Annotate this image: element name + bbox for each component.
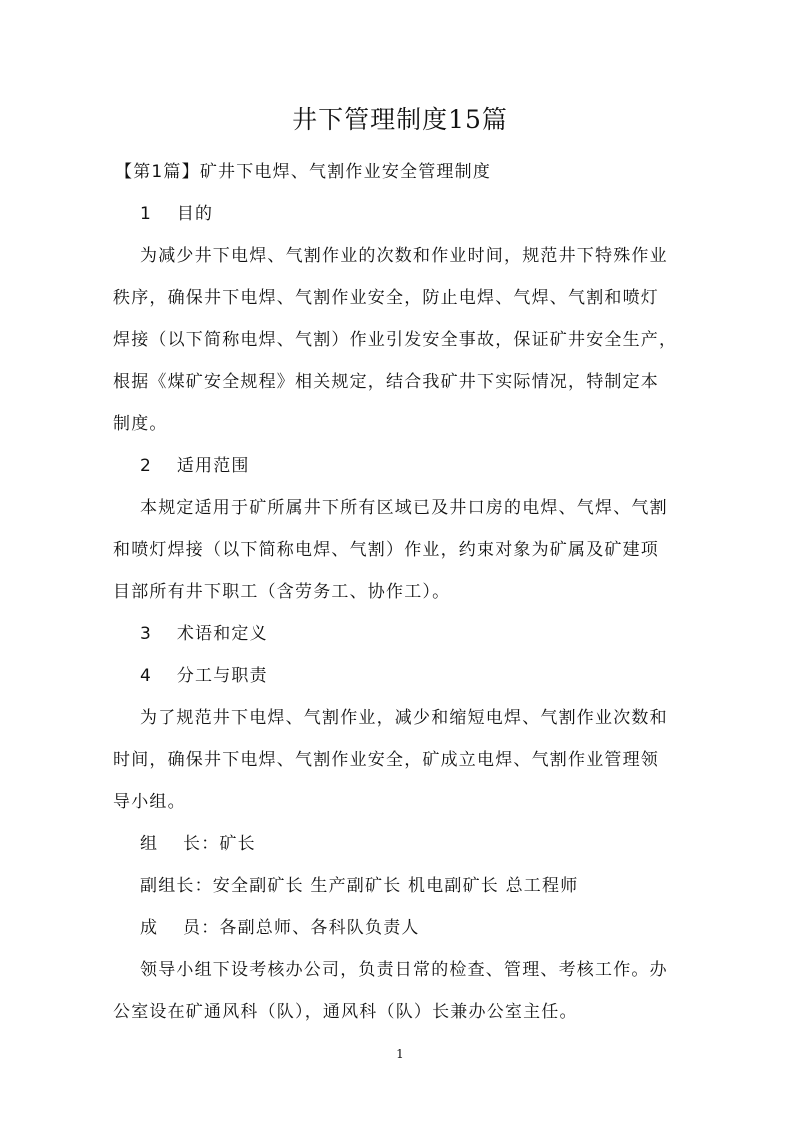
paragraph-line: 领导小组下设考核办公司，负责日常的检查、管理、考核工作。办 [140, 960, 668, 980]
paragraph-line: 目部所有井下职工（含劳务工、协作工）。 [113, 582, 451, 602]
paragraph-line: 本规定适用于矿所属井下所有区域已及井口房的电焊、气焊、气割 [140, 498, 668, 518]
role-line: 副组长：安全副矿长 生产副矿长 机电副矿长 总工程师 [140, 876, 579, 896]
subsection-heading: 3 术语和定义 [140, 624, 268, 644]
subsection-heading: 4 分工与职责 [140, 666, 268, 686]
role-line: 成 员：各副总师、各科队负责人 [140, 918, 420, 938]
paragraph-line: 焊接（以下简称电焊、气割）作业引发安全事故，保证矿井安全生产， [113, 330, 678, 350]
role-line: 组 长：矿长 [140, 834, 256, 854]
paragraph-line: 为了规范井下电焊、气割作业，减少和缩短电焊、气割作业次数和 [140, 708, 668, 728]
paragraph-line: 时间，确保井下电焊、气割作业安全，矿成立电焊、气割作业管理领 [113, 750, 659, 770]
page-number: 1 [396, 1047, 404, 1061]
paragraph-line: 公室设在矿通风科（队），通风科（队）长兼办公室主任。 [113, 1002, 578, 1022]
paragraph-line: 和喷灯焊接（以下简称电焊、气割）作业，约束对象为矿属及矿建项 [113, 540, 659, 560]
subsection-heading: 1 目的 [140, 204, 214, 224]
paragraph-line: 根据《煤矿安全规程》相关规定，结合我矿井下实际情况，特制定本 [113, 372, 659, 392]
paragraph-line: 为减少井下电焊、气割作业的次数和作业时间，规范井下特殊作业 [140, 246, 668, 266]
paragraph-line: 制度。 [113, 414, 168, 434]
paragraph-line: 导小组。 [113, 792, 186, 812]
section-heading: 【第1篇】矿井下电焊、气割作业安全管理制度 [115, 162, 492, 182]
subsection-heading: 2 适用范围 [140, 456, 250, 476]
paragraph-line: 秩序，确保井下电焊、气割作业安全，防止电焊、气焊、气割和喷灯 [113, 288, 659, 308]
document-title: 井下管理制度15篇 [292, 105, 508, 134]
